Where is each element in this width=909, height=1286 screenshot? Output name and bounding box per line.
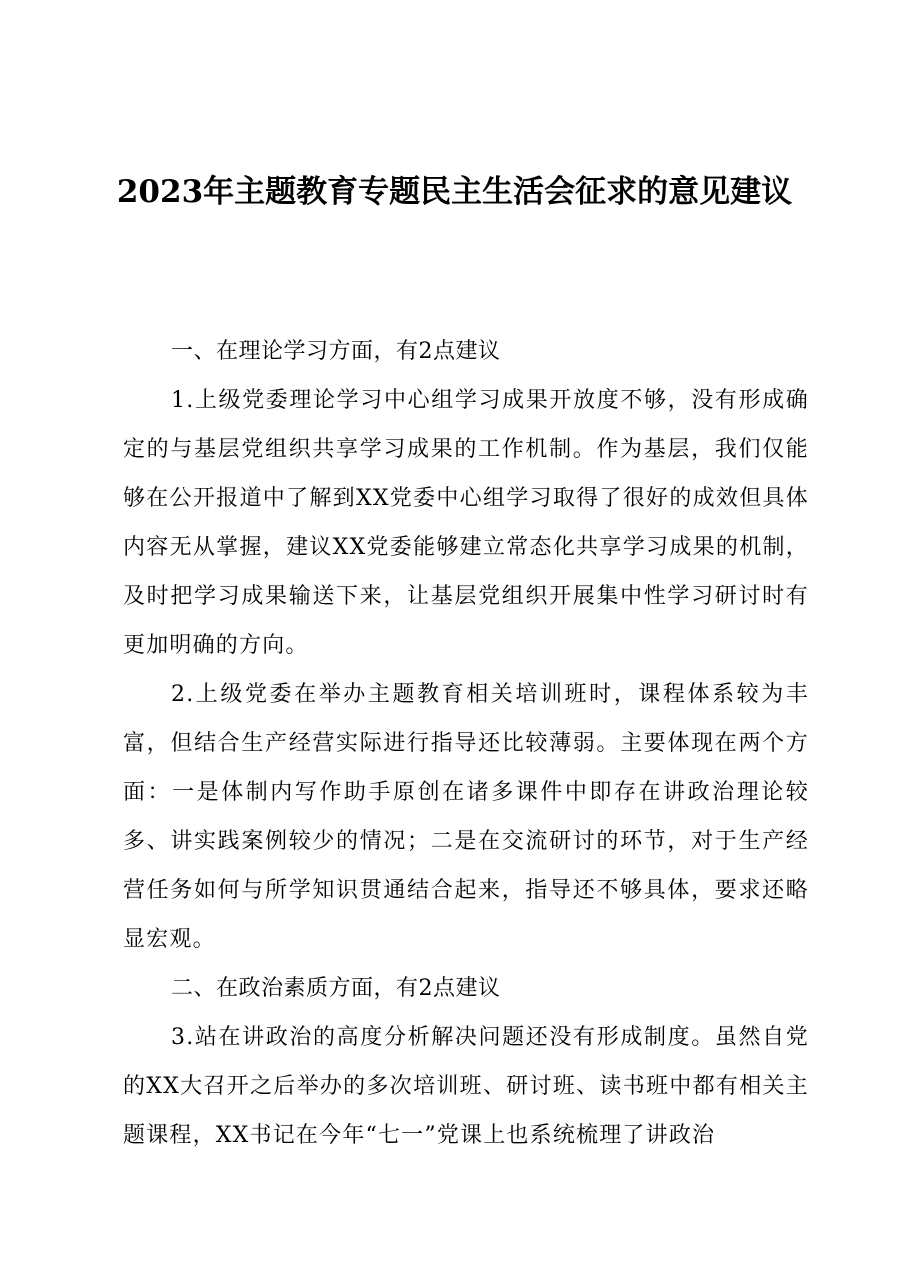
section-heading-theory-study: 一、在理论学习方面，有2点建议 (171, 339, 501, 364)
suggestion-paragraph-3: 3.站在讲政治的高度分析解决问题还没有形成制度。虽然自党的XX大召开之后举办的多次培训班、研讨班、读书班中都有相关主题课程，XX书记在今年“七一”党课上也系统梳理了讲政治 (123, 1025, 809, 1148)
document-title: 2023年主题教育专题民主生活会征求的意见建议 (116, 174, 793, 210)
section-heading-political-quality: 二、在政治素质方面，有2点建议 (171, 976, 501, 1001)
document-body (123, 327, 809, 1160)
suggestion-paragraph-2: 2.上级党委在举办主题教育相关培训班时，课程体系较为丰富，但结合生产经营实际进行指导还比较薄弱。主要体现在两个方面：一是体制内写作助手原创在诸多课件中即存在讲政治理论较多、讲实践案例较少的情况；二是在交流研讨的环节，对于生产经营任务如何与所学知识贯通结合起来，指导还不够具体，要求还略显宏观。 (123, 682, 809, 952)
suggestion-paragraph-1: 1.上级党委理论学习中心组学习成果开放度不够，没有形成确定的与基层党组织共享学习成果的工作机制。作为基层，我们仅能够在公开报道中了解到XX党委中心组学习取得了很好的成效但具体内容无从掌握，建议XX党委能够建立常态化共享学习成果的机制，及时把学习成果输送下来，让基层党组织开展集中性学习研讨时有更加明确的方向。 (123, 388, 809, 658)
